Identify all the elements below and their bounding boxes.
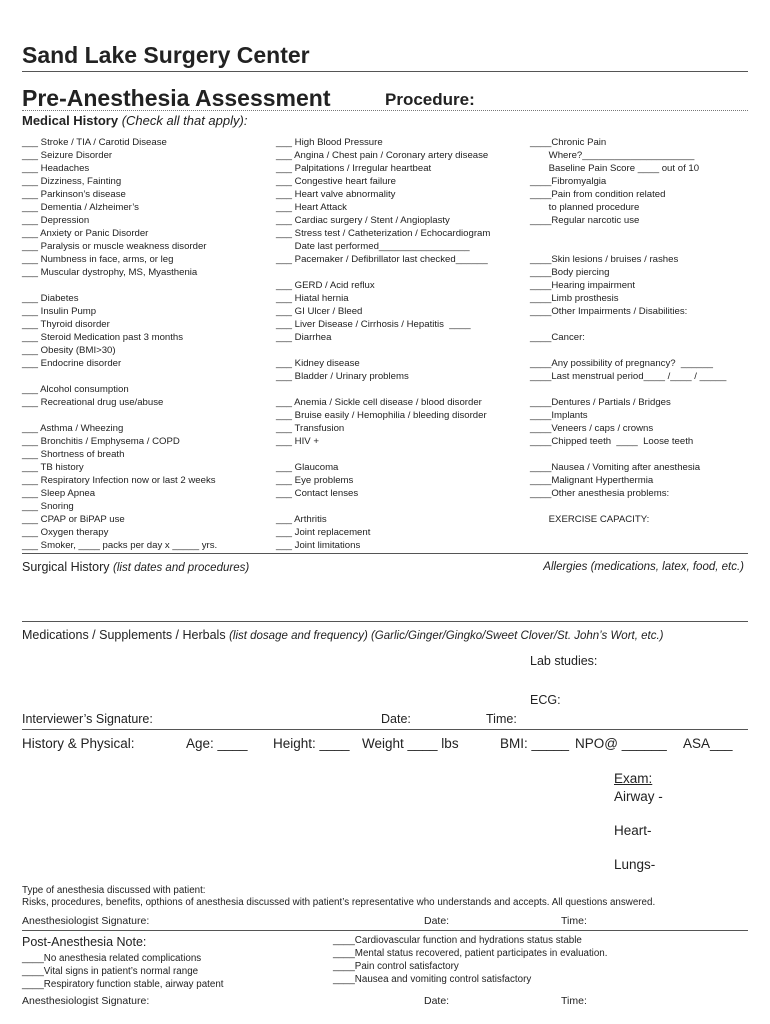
exam-lungs: Lungs- xyxy=(614,857,656,872)
anesthesiologist-time-label-1: Time: xyxy=(561,915,587,927)
anesthesiologist-date-label-2: Date: xyxy=(424,995,450,1007)
history-checklist-item xyxy=(530,500,726,513)
history-checklist-item[interactable]: ___ Headaches xyxy=(22,163,90,174)
history-checklist-item[interactable]: ____Malignant Hyperthermia xyxy=(530,475,654,486)
history-checklist-item[interactable]: EXERCISE CAPACITY: xyxy=(530,514,650,525)
history-checklist-item xyxy=(530,448,726,461)
post-anesthesia-left-list xyxy=(22,952,224,991)
history-checklist-item[interactable]: ___ Paralysis or muscle weakness disorder xyxy=(22,241,207,252)
history-checklist-item[interactable]: ___ Hiatal hernia xyxy=(276,293,349,304)
history-column-left xyxy=(22,136,217,552)
history-checklist-item[interactable]: ___ Palpitations / Irregular heartbeat xyxy=(276,163,432,174)
history-checklist-item[interactable]: ___ TB history xyxy=(22,462,84,473)
history-checklist-item[interactable]: ____Body piercing xyxy=(530,267,610,278)
title-divider xyxy=(22,110,748,111)
interviewer-date-label: Date: xyxy=(381,712,411,726)
history-checklist-item[interactable]: ___ Insulin Pump xyxy=(22,306,97,317)
history-checklist-item[interactable]: ___ Arthritis xyxy=(276,514,327,525)
anesthesiologist-signature-label-2: Anesthesiologist Signature: xyxy=(22,995,150,1007)
history-checklist-item[interactable]: ___ Snoring xyxy=(22,501,74,512)
medications-heading xyxy=(22,628,663,642)
history-checklist-item[interactable]: ____Other anesthesia problems: xyxy=(530,488,670,499)
post-note-checklist-item[interactable]: ____Mental status recovered, patient participates in evaluation. xyxy=(333,948,608,959)
history-divider xyxy=(22,553,748,554)
history-checklist-item xyxy=(530,240,726,253)
history-checklist-item[interactable]: ___ Joint replacement xyxy=(276,527,371,538)
history-checklist-item[interactable]: ___ Steroid Medication past 3 months xyxy=(22,332,184,343)
weight-field: Weight ____ lbs xyxy=(362,736,459,751)
history-checklist-item xyxy=(276,500,490,513)
history-checklist-item[interactable]: ___ Dementia / Alzheimer’s xyxy=(22,202,139,213)
surgical-history-heading xyxy=(22,560,249,574)
history-checklist-item[interactable]: ___ GERD / Acid reflux xyxy=(276,280,375,291)
post-note-checklist-item[interactable]: ____Cardiovascular function and hydrations status stable xyxy=(333,935,582,946)
history-checklist-item xyxy=(530,318,726,331)
history-checklist-item[interactable]: ___ Depression xyxy=(22,215,90,226)
history-checklist-item[interactable]: ___ Bladder / Urinary problems xyxy=(276,371,409,382)
history-checklist-item[interactable]: ___ Smoker, ____ packs per day x _____ yrs. xyxy=(22,540,218,551)
post-note-checklist-item[interactable]: ____Vital signs in patient’s normal range xyxy=(22,966,199,977)
interviewer-divider xyxy=(22,729,748,730)
history-checklist-item[interactable]: ___ Shortness of breath xyxy=(22,449,125,460)
anesthesia-divider xyxy=(22,930,748,931)
history-checklist-item[interactable]: ___ Muscular dystrophy, MS, Myasthenia xyxy=(22,267,198,278)
history-checklist-item[interactable]: ____Any possibility of pregnancy? ______ xyxy=(530,358,713,369)
history-checklist-item[interactable]: ____Chipped teeth ____ Loose teeth xyxy=(530,436,694,447)
history-checklist-item[interactable]: ___ Kidney disease xyxy=(276,358,360,369)
surgical-history-title: Surgical History xyxy=(22,560,110,574)
history-checklist-item[interactable]: ____Hearing impairment xyxy=(530,280,636,291)
history-checklist-item xyxy=(530,383,726,396)
history-checklist-item[interactable]: ____Dentures / Partials / Bridges xyxy=(530,397,671,408)
header-divider xyxy=(22,71,748,72)
history-checklist-item[interactable]: ___ Stress test / Catheterization / Echocardiogram xyxy=(276,228,491,239)
history-checklist-item[interactable]: ___ Eye problems xyxy=(276,475,354,486)
history-checklist-item[interactable]: ___ Anxiety or Panic Disorder xyxy=(22,228,149,239)
history-checklist-item[interactable]: ___ Diarrhea xyxy=(276,332,332,343)
lab-studies-label: Lab studies: xyxy=(530,654,598,668)
history-checklist-item xyxy=(22,370,217,383)
history-checklist-item[interactable]: ___ Stroke / TIA / Carotid Disease xyxy=(22,137,167,148)
history-checklist-item[interactable]: ___ Thyroid disorder xyxy=(22,319,110,330)
surgical-divider xyxy=(22,621,748,622)
form-title: Pre-Anesthesia Assessment xyxy=(22,85,331,111)
height-field: Height: ____ xyxy=(273,736,350,751)
post-anesthesia-right-list xyxy=(333,934,607,986)
history-checklist-item xyxy=(276,344,490,357)
history-checklist-item[interactable]: ____Pain from condition related xyxy=(530,189,666,200)
history-checklist-item[interactable]: ___ Glaucoma xyxy=(276,462,339,473)
history-checklist-item[interactable]: ___ Diabetes xyxy=(22,293,79,304)
history-physical-label: History & Physical: xyxy=(22,736,135,751)
history-checklist-item[interactable]: ___ Endocrine disorder xyxy=(22,358,122,369)
history-checklist-item[interactable]: ___ Cardiac surgery / Stent / Angioplasty xyxy=(276,215,450,226)
history-checklist-item xyxy=(276,448,490,461)
history-checklist-item[interactable]: ____Last menstrual period____ /____ / _____ xyxy=(530,371,727,382)
history-checklist-item[interactable]: ___ Sleep Apnea xyxy=(22,488,96,499)
post-note-checklist-item[interactable]: ____Respiratory function stable, airway patent xyxy=(22,979,224,990)
history-checklist-item[interactable]: Date last performed_________________ xyxy=(276,241,470,252)
medical-history-instruction: (Check all that apply): xyxy=(121,113,248,128)
history-checklist-item[interactable]: Where?_____________________ xyxy=(530,150,695,161)
history-checklist-item xyxy=(530,344,726,357)
history-checklist-item[interactable]: ___ Heart Attack xyxy=(276,202,347,213)
history-checklist-item[interactable]: ___ Anemia / Sickle cell disease / blood disorder xyxy=(276,397,482,408)
history-checklist-item xyxy=(530,227,726,240)
history-column-right xyxy=(530,136,726,526)
history-checklist-item[interactable]: ____Limb prosthesis xyxy=(530,293,619,304)
history-checklist-item[interactable]: ___ Bronchitis / Emphysema / COPD xyxy=(22,436,180,447)
history-checklist-item[interactable]: ___ Bruise easily / Hemophilia / bleeding disorder xyxy=(276,410,487,421)
history-checklist-item[interactable]: ____Implants xyxy=(530,410,588,421)
medical-history-title: Medical History xyxy=(22,113,119,128)
asa-field: ASA___ xyxy=(683,736,733,751)
history-checklist-item[interactable]: ___ Transfusion xyxy=(276,423,345,434)
history-checklist-item[interactable]: ___ HIV + xyxy=(276,436,319,447)
history-checklist-item[interactable]: ____Regular narcotic use xyxy=(530,215,640,226)
anesthesiologist-time-label-2: Time: xyxy=(561,995,587,1007)
npo-field: NPO@ ______ xyxy=(575,736,667,751)
history-checklist-item xyxy=(276,383,490,396)
history-checklist-item[interactable]: ___ Obesity (BMI>30) xyxy=(22,345,116,356)
medications-title: Medications / Supplements / Herbals xyxy=(22,628,226,642)
history-checklist-item[interactable]: ___ Dizziness, Fainting xyxy=(22,176,122,187)
history-checklist-item[interactable]: ___ Recreational drug use/abuse xyxy=(22,397,164,408)
history-checklist-item xyxy=(22,409,217,422)
interviewer-time-label: Time: xyxy=(486,712,517,726)
history-checklist-item[interactable]: ____Cancer: xyxy=(530,332,585,343)
post-note-checklist-item[interactable]: ____Nausea and vomiting control satisfactory xyxy=(333,974,532,985)
history-checklist-item[interactable]: ____Nausea / Vomiting after anesthesia xyxy=(530,462,701,473)
history-checklist-item[interactable]: ___ Respiratory Infection now or last 2 weeks xyxy=(22,475,216,486)
history-checklist-item xyxy=(22,279,217,292)
history-checklist-item[interactable]: ___ Alcohol consumption xyxy=(22,384,129,395)
surgical-history-hint: (list dates and procedures) xyxy=(113,562,250,574)
history-checklist-item[interactable]: Baseline Pain Score ____ out of 10 xyxy=(530,163,700,174)
history-checklist-item[interactable]: ___ High Blood Pressure xyxy=(276,137,383,148)
ecg-label: ECG: xyxy=(530,693,561,707)
medications-hint: (list dosage and frequency) (Garlic/Ginger/Gingko/Sweet Clover/St. John’s Wort, etc.) xyxy=(229,630,664,642)
anesthesia-type-line: Type of anesthesia discussed with patient: xyxy=(22,885,206,896)
history-checklist-item[interactable]: ___ Joint limitations xyxy=(276,540,361,551)
history-checklist-item[interactable]: ___ Pacemaker / Defibrillator last checked______ xyxy=(276,254,488,265)
history-checklist-item[interactable]: ____Fibromyalgia xyxy=(530,176,607,187)
post-anesthesia-title: Post-Anesthesia Note: xyxy=(22,935,147,949)
history-checklist-item[interactable]: ____Skin lesions / bruises / rashes xyxy=(530,254,679,265)
history-checklist-item[interactable]: ___ Contact lenses xyxy=(276,488,359,499)
history-checklist-item[interactable]: ___ Angina / Chest pain / Coronary artery disease xyxy=(276,150,489,161)
history-checklist-item[interactable]: ___ Heart valve abnormality xyxy=(276,189,396,200)
history-checklist-item[interactable]: ___ Oxygen therapy xyxy=(22,527,109,538)
exam-title: Exam: xyxy=(614,771,653,786)
post-note-checklist-item[interactable]: ____No anesthesia related complications xyxy=(22,953,202,964)
history-checklist-item[interactable]: ____Other Impairments / Disabilities: xyxy=(530,306,688,317)
history-checklist-item[interactable]: ____Veneers / caps / crowns xyxy=(530,423,654,434)
exam-airway: Airway - xyxy=(614,789,663,804)
interviewer-signature-label: Interviewer’s Signature: xyxy=(22,712,153,726)
history-checklist-item[interactable]: ___ Asthma / Wheezing xyxy=(22,423,124,434)
history-checklist-item[interactable]: ____Chronic Pain xyxy=(530,137,607,148)
history-checklist-item[interactable]: ___ Seizure Disorder xyxy=(22,150,113,161)
history-checklist-item[interactable]: ___ Congestive heart failure xyxy=(276,176,396,187)
history-column-middle xyxy=(276,136,490,552)
allergies-label: Allergies (medications, latex, food, etc.) xyxy=(543,561,744,573)
anesthesia-risks-line: Risks, procedures, benefits, opthions of anesthesia discussed with patient’s representative who understands and accepts. All questions answered. xyxy=(22,897,656,908)
anesthesiologist-date-label-1: Date: xyxy=(424,915,450,927)
bmi-field: BMI: _____ xyxy=(500,736,570,751)
procedure-label: Procedure: xyxy=(385,90,475,109)
history-checklist-item[interactable]: ___ Parkinson’s disease xyxy=(22,189,126,200)
age-field: Age: ____ xyxy=(186,736,248,751)
history-checklist-item[interactable]: ___ Liver Disease / Cirrhosis / Hepatitis ____ xyxy=(276,319,471,330)
history-checklist-item[interactable]: ___ GI Ulcer / Bleed xyxy=(276,306,363,317)
history-checklist-item[interactable]: to planned procedure xyxy=(530,202,640,213)
exam-heart: Heart- xyxy=(614,823,652,838)
history-checklist-item[interactable]: ___ Numbness in face, arms, or leg xyxy=(22,254,174,265)
anesthesiologist-signature-label-1: Anesthesiologist Signature: xyxy=(22,915,150,927)
medical-history-heading xyxy=(22,113,247,128)
history-checklist-item[interactable]: ___ CPAP or BiPAP use xyxy=(22,514,125,525)
center-name: Sand Lake Surgery Center xyxy=(22,42,310,68)
post-note-checklist-item[interactable]: ____Pain control satisfactory xyxy=(333,961,459,972)
history-checklist-item xyxy=(276,266,490,279)
